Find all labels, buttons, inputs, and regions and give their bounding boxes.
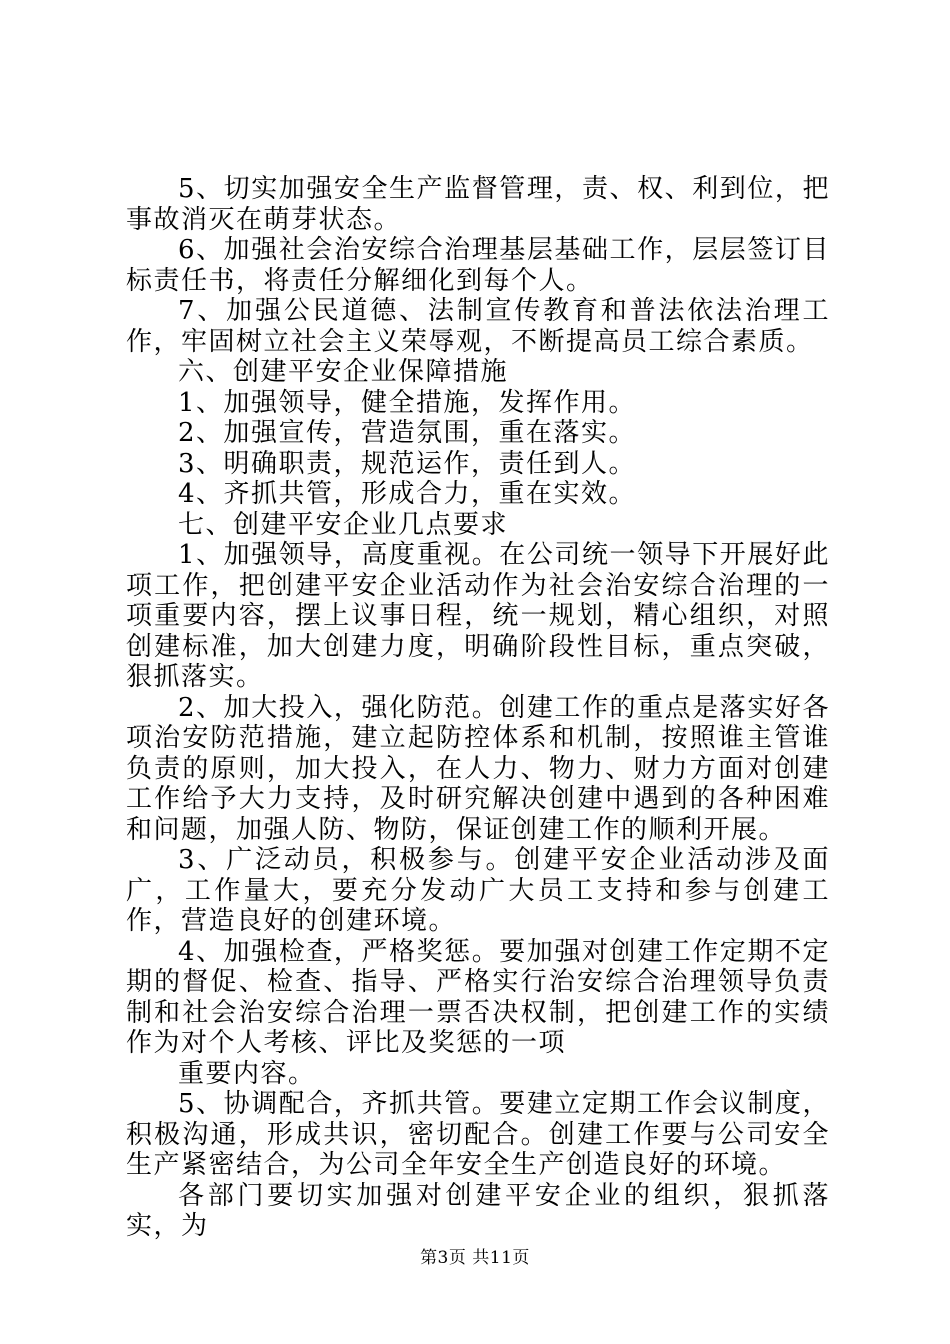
section-heading-7: 七、创建平安企业几点要求 xyxy=(178,509,509,540)
requirement-1: 1、加强领导，高度重视。在公司统一领导下开展好此项工作，把创建平安企业活动作为社会治安综合治理的一项重要内容，摆上议事日程，统一规划，精心组织，对照创建标准，加大创建力度，明确阶段性目标，重点突破，狠抓落实。 xyxy=(126,540,830,692)
paragraph-item-7-education: 7、加强公民道德、法制宣传教育和普法依法治理工作，牢固树立社会主义荣辱观，不断提高员工综合素质。 xyxy=(126,296,830,357)
paragraph-item-5-safety: 5、切实加强安全生产监督管理，责、权、利到位，把事故消灭在萌芽状态。 xyxy=(126,174,830,235)
requirement-3: 3、广泛动员，积极参与。创建平安企业活动涉及面广，工作量大，要充分发动广大员工支持和参与创建工作，营造良好的创建环境。 xyxy=(126,845,830,936)
closing-paragraph: 各部门要切实加强对创建平安企业的组织，狠抓落实，为 xyxy=(126,1180,830,1241)
requirement-2: 2、加大投入，强化防范。创建工作的重点是落实好各项治安防范措施，建立起防控体系和机制，按照谁主管谁负责的原则，加大投入，在人力、物力、财力方面对创建工作给予大力支持，及时研究解决创建中遇到的各种困难和问题，加强人防、物防，保证创建工作的顺利开展。 xyxy=(126,692,830,845)
list-item-1: 1、加强领导，健全措施，发挥作用。 xyxy=(178,387,637,418)
document-body xyxy=(126,174,830,1242)
list-item-4: 4、齐抓共管，形成合力，重在实效。 xyxy=(178,479,637,509)
requirement-4: 4、加强检查，严格奖惩。要加强对创建工作定期不定期的督促、检查、指导、严格实行治安综合治理领导负责制和社会治安综合治理一票否决权制，把创建工作的实绩作为对个人考核、评比及奖惩的一项 xyxy=(126,936,830,1058)
requirement-5: 5、协调配合，齐抓共管。要建立定期工作会议制度，积极沟通，形成共识，密切配合。创建工作要与公司安全生产紧密结合，为公司全年安全生产创造良好的环境。 xyxy=(126,1089,830,1180)
page-number-footer: 第3页 共11页 xyxy=(420,1248,530,1268)
list-item-2: 2、加强宣传，营造氛围，重在落实。 xyxy=(178,418,637,448)
paragraph-item-6-grassroots: 6、加强社会治安综合治理基层基础工作，层层签订目标责任书，将责任分解细化到每个人。 xyxy=(126,235,830,296)
section-heading-6: 六、创建平安企业保障措施 xyxy=(178,357,509,387)
requirement-4-continued: 重要内容。 xyxy=(178,1058,316,1089)
list-item-3: 3、明确职责，规范运作，责任到人。 xyxy=(178,448,637,479)
